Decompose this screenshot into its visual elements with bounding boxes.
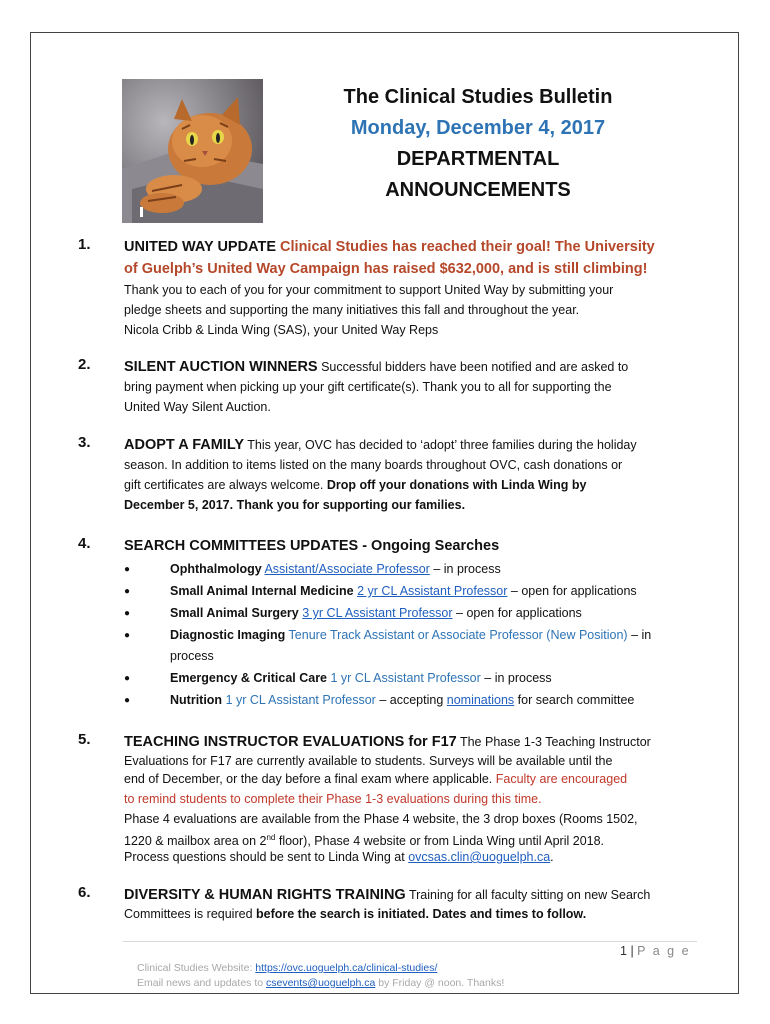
item-text-line — [124, 769, 696, 789]
nominations-link[interactable]: nominations — [446, 693, 515, 707]
item-text: 1220 & mailbox area on 2 — [124, 834, 267, 849]
item-text-line — [124, 847, 696, 867]
position-link[interactable]: 3 yr CL Assistant Professor — [302, 606, 453, 620]
email-link[interactable]: ovcsas.clin@uoguelph.ca — [408, 850, 551, 864]
item-red-text: Faculty are encouraged — [495, 772, 628, 786]
status-text: – in process — [484, 671, 552, 685]
heading-highlight-2: of Guelph’s United Way Campaign has raised $632,000, and is still climbing! — [124, 261, 648, 277]
page-number — [620, 944, 691, 958]
status-text: – in — [631, 628, 652, 642]
item-text: floor), Phase 4 website or from Linda Wing until April 2018. — [278, 834, 605, 849]
superscript: nd — [266, 833, 276, 842]
item-text-line — [124, 904, 696, 924]
status-text: process — [170, 649, 214, 663]
footer-website — [137, 962, 437, 974]
item-first-line — [124, 884, 696, 906]
item-number: 6. — [78, 884, 91, 901]
bullet-icon: ● — [124, 564, 131, 575]
bulletin-subtitle-1: DEPARTMENTAL — [396, 148, 560, 170]
status-text: – in process — [433, 562, 501, 576]
item-text: This year, OVC has decided to ‘adopt’ three families during the holiday — [247, 438, 637, 452]
item-bold-line: December 5, 2017. Thank you for supporting our families. — [124, 498, 466, 512]
bulletin-subtitle-2: ANNOUNCEMENTS — [385, 179, 571, 201]
item-text-line: Evaluations for F17 are currently available to students. Surveys will be available until the — [124, 754, 613, 768]
item-text: gift certificates are always welcome. — [124, 478, 324, 492]
item-text: Successful bidders have been notified and are asked to — [321, 360, 629, 374]
item-text-line: bring payment when picking up your gift certificate(s). Thank you to all for supporting the — [124, 380, 612, 394]
cat-illustration — [122, 79, 263, 223]
item-number: 4. — [78, 535, 91, 552]
item-number: 2. — [78, 356, 91, 373]
heading-label: UNITED WAY UPDATE — [124, 239, 277, 255]
page-word: P a g e — [637, 944, 691, 958]
item-first-line — [124, 731, 696, 753]
item-number: 3. — [78, 434, 91, 451]
item-text: end of December, or the day before a final exam where applicable. — [124, 772, 493, 786]
footer-news — [137, 977, 504, 989]
position-link[interactable]: Assistant/Associate Professor — [264, 562, 430, 576]
page-separator: | — [630, 944, 634, 958]
dept-name: Diagnostic Imaging — [170, 628, 286, 642]
heading-label: SILENT AUCTION WINNERS — [124, 359, 318, 375]
item-text-line — [124, 475, 696, 495]
news-label: Email news and updates to — [137, 977, 264, 989]
item-text-line: Thank you to each of you for your commitment to support United Way by submitting your — [124, 283, 614, 297]
bulletin-date: Monday, December 4, 2017 — [350, 117, 606, 139]
item-text-line: Nicola Cribb & Linda Wing (SAS), your United Way Reps — [124, 323, 439, 337]
page-number-value: 1 — [620, 944, 627, 958]
item-text: The Phase 1-3 Teaching Instructor — [459, 735, 651, 749]
item-number: 5. — [78, 731, 91, 748]
item-text-line: United Way Silent Auction. — [124, 400, 271, 414]
item-text: Committees is required — [124, 907, 253, 921]
bullet-icon: ● — [124, 608, 131, 619]
position-text: 1 yr CL Assistant Professor — [330, 671, 481, 685]
news-email-link[interactable]: csevents@uoguelph.ca — [266, 977, 376, 989]
heading-highlight: Clinical Studies has reached their goal! The University — [280, 239, 655, 255]
bullet-icon: ● — [124, 586, 131, 597]
item-first-line — [124, 434, 696, 456]
bulletin-header — [300, 82, 656, 206]
dept-name: Emergency & Critical Care — [170, 671, 328, 685]
item-text-line: season. In addition to items listed on the many boards throughout OVC, cash donations or — [124, 458, 623, 472]
dept-name: Small Animal Surgery — [170, 606, 299, 620]
heading-label: TEACHING INSTRUCTOR EVALUATIONS for F17 — [124, 734, 457, 750]
item-number: 1. — [78, 236, 91, 253]
item-bold-text: Drop off your donations with Linda Wing by — [326, 478, 587, 492]
news-end-text: by Friday @ noon. Thanks! — [378, 977, 505, 989]
item-text-line: Phase 4 evaluations are available from the Phase 4 website, the 3 drop boxes (Rooms 1502, — [124, 812, 638, 826]
status-text: – open for applications — [456, 606, 582, 620]
position-link[interactable]: 2 yr CL Assistant Professor — [357, 584, 508, 598]
status-text: – open for applications — [510, 584, 637, 598]
heading-label: DIVERSITY & HUMAN RIGHTS TRAINING — [124, 887, 406, 903]
position-text: 1 yr CL Assistant Professor — [225, 693, 376, 707]
punctuation: . — [550, 850, 554, 864]
item-text-line: pledge sheets and supporting the many initiatives this fall and throughout the year. — [124, 303, 580, 317]
footer-divider — [123, 941, 697, 942]
website-link[interactable]: https://ovc.uoguelph.ca/clinical-studies/ — [255, 962, 438, 974]
bullet-icon: ● — [124, 695, 131, 706]
position-text: Tenure Track Assistant or Associate Professor (New Position) — [288, 628, 628, 642]
cat-photo — [122, 79, 263, 223]
item-heading — [124, 236, 696, 258]
dept-name: Nutrition — [170, 693, 223, 707]
bulletin-title: The Clinical Studies Bulletin — [343, 86, 613, 108]
dept-name: Small Animal Internal Medicine — [170, 584, 354, 598]
status-text: – accepting — [379, 693, 444, 707]
item-bold-text: before the search is initiated. Dates and times to follow. — [256, 907, 587, 921]
website-label: Clinical Studies Website: — [137, 962, 253, 974]
dept-name: Ophthalmology — [170, 562, 262, 576]
item-text: Training for all faculty sitting on new Search — [408, 888, 651, 902]
bullet-icon: ● — [124, 630, 131, 641]
item-heading: SEARCH COMMITTEES UPDATES - Ongoing Searches — [124, 538, 500, 554]
bullet-icon: ● — [124, 673, 131, 684]
status-text: for search committee — [517, 693, 635, 707]
item-first-line — [124, 356, 696, 378]
item-text: Process questions should be sent to Linda Wing at — [124, 850, 405, 864]
heading-label: ADOPT A FAMILY — [124, 437, 245, 453]
item-red-line: to remind students to complete their Phase 1-3 evaluations during this time. — [124, 792, 542, 806]
